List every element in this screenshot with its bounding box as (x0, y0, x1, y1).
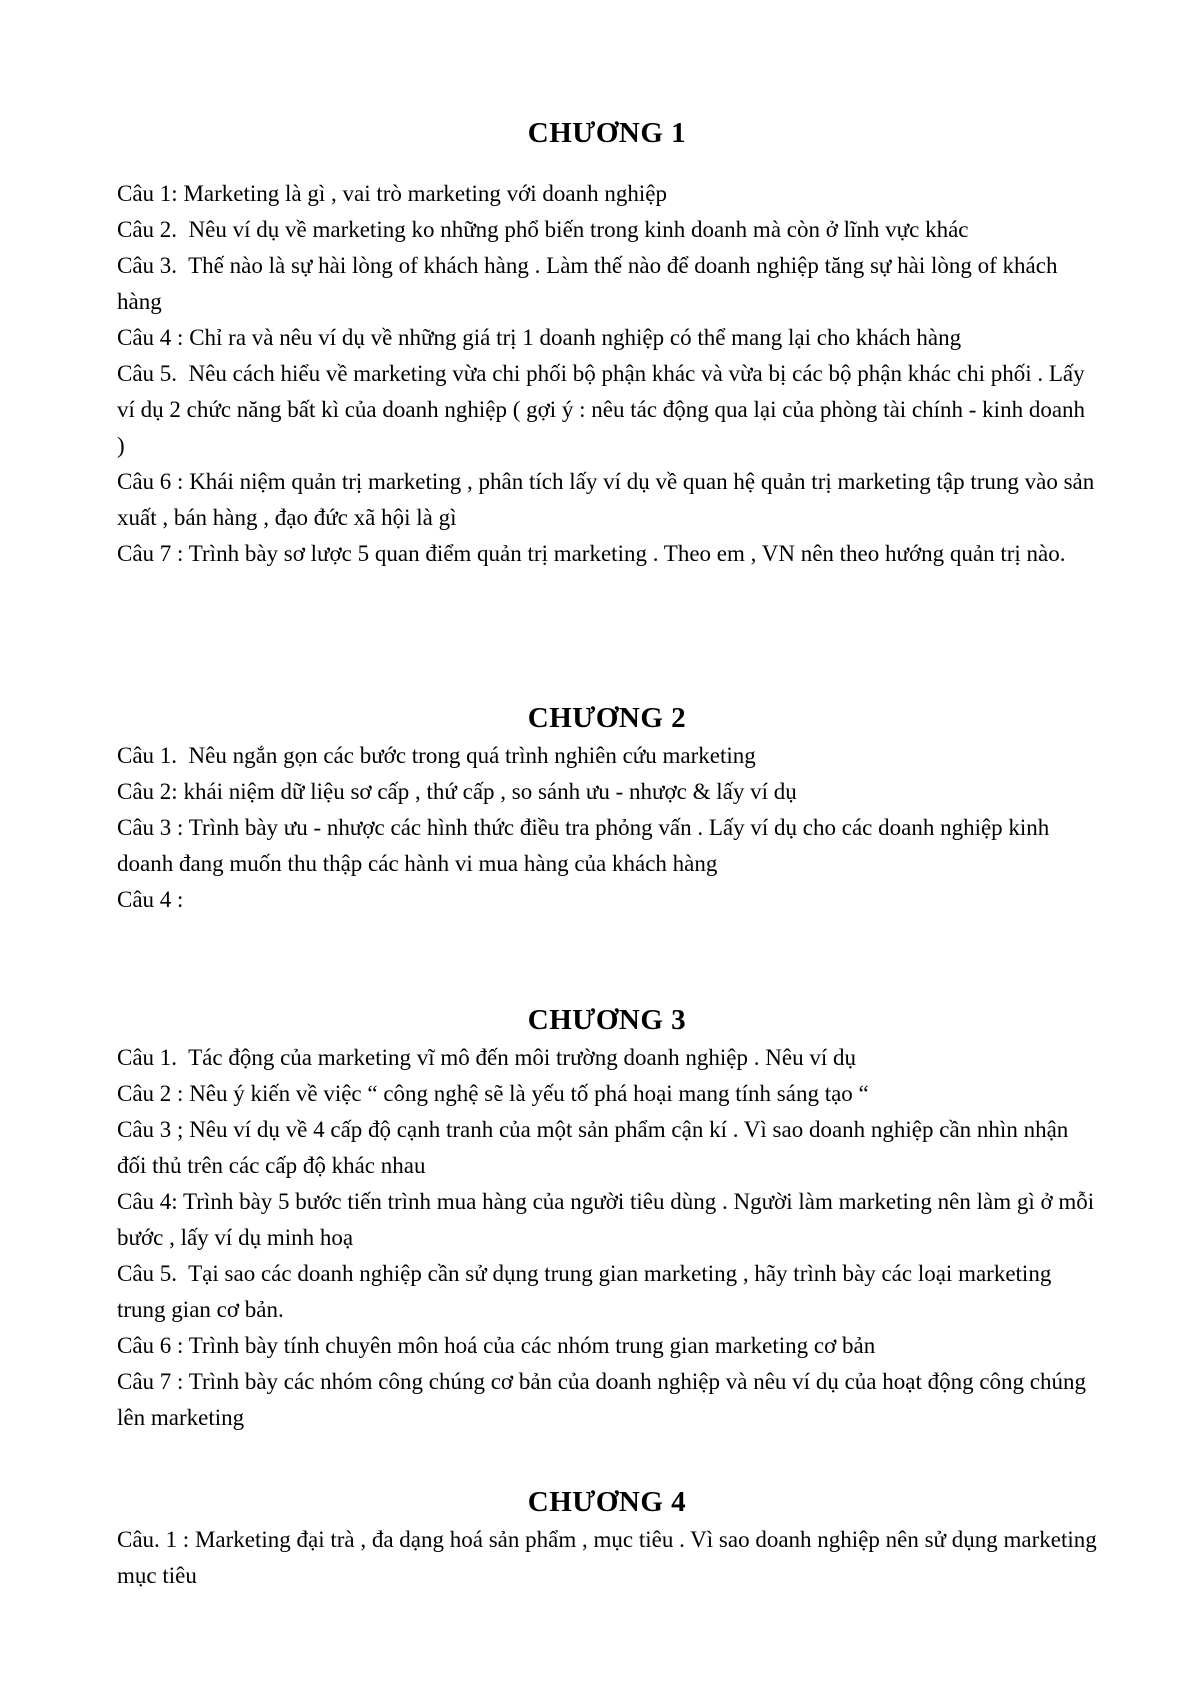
question-item: Câu 2. Nêu ví dụ về marketing ko những phổ biến trong kinh doanh mà còn ở lĩnh vực khác (117, 217, 969, 242)
question-item: Câu 2 : Nêu ý kiến về việc “ công nghệ sẽ là yếu tố phá hoại mang tính sáng tạo “ (117, 1081, 869, 1106)
question-item: Câu 5. Tại sao các doanh nghiệp cần sử dụng trung gian marketing , hãy trình bày các loại marketing trung gian cơ bản. (117, 1261, 1058, 1322)
question-item: Câu 4 : Chỉ ra và nêu ví dụ về những giá trị 1 doanh nghiệp có thể mang lại cho khách hàng (117, 325, 962, 350)
question-item: Câu 5. Nêu cách hiểu về marketing vừa chi phối bộ phận khác và vừa bị các bộ phận khác chi phối . Lấy ví dụ 2 chức năng bất kì của doanh nghiệp ( gợi ý : nêu tác động qua lại của phòng tài chính - kinh doanh ) (117, 361, 1091, 458)
question-item: Câu 1. Nêu ngắn gọn các bước trong quá trình nghiên cứu marketing (117, 743, 756, 768)
question-item: Câu 7 : Trình bày sơ lược 5 quan điểm quản trị marketing . Theo em , VN nên theo hướng quản trị nào. (117, 541, 1066, 566)
question-item: Câu 3 ; Nêu ví dụ về 4 cấp độ cạnh tranh của một sản phẩm cận kí . Vì sao doanh nghiệp cần nhìn nhận đối thủ trên các cấp độ khác nhau (117, 1117, 1075, 1178)
question-item: Câu 2: khái niệm dữ liệu sơ cấp , thứ cấp , so sánh ưu - nhược & lấy ví dụ (117, 779, 797, 804)
question-list (117, 1040, 1100, 1436)
chapter-title: CHƯƠNG 2 (527, 702, 687, 734)
chapter-2-section (117, 700, 1097, 918)
question-item: Câu 4: Trình bày 5 bước tiến trình mua hàng của người tiêu dùng . Người làm marketing nên làm gì ở mỗi bước , lấy ví dụ minh hoạ (117, 1189, 1100, 1250)
question-list (117, 1522, 1103, 1594)
chapter-title: CHƯƠNG 1 (527, 117, 687, 149)
question-item: Câu 1. Tác động của marketing vĩ mô đến môi trường doanh nghiệp . Nêu ví dụ (117, 1045, 856, 1070)
question-item: Câu 6 : Trình bày tính chuyên môn hoá của các nhóm trung gian marketing cơ bản (117, 1333, 876, 1358)
chapter-title: CHƯƠNG 3 (527, 1004, 687, 1036)
question-item: Câu 7 : Trình bày các nhóm công chúng cơ bản của doanh nghiệp và nêu ví dụ của hoạt động công chúng lên marketing (117, 1369, 1092, 1430)
chapter-title: CHƯƠNG 4 (527, 1486, 687, 1518)
question-item: Câu 3. Thế nào là sự hài lòng of khách hàng . Làm thế nào để doanh nghiệp tăng sự hài lòng of khách hàng (117, 253, 1064, 314)
question-list (117, 176, 1101, 572)
question-list (117, 738, 1097, 918)
chapter-4-section (117, 1484, 1103, 1594)
question-item: Câu 4 : (117, 887, 184, 912)
question-item: Câu 1: Marketing là gì , vai trò marketing với doanh nghiệp (117, 181, 667, 206)
question-item: Câu 3 : Trình bày ưu - nhược các hình thức điều tra phỏng vấn . Lấy ví dụ cho các doanh nghiệp kinh doanh đang muốn thu thập các hành vi mua hàng của khách hàng (117, 815, 1056, 876)
chapter-1-section (117, 115, 1101, 572)
question-item: Câu 6 : Khái niệm quản trị marketing , phân tích lấy ví dụ về quan hệ quản trị marketing tập trung vào sản xuất , bán hàng , đạo đức xã hội là gì (117, 469, 1101, 530)
question-item: Câu. 1 : Marketing đại trà , đa dạng hoá sản phẩm , mục tiêu . Vì sao doanh nghiệp nên sử dụng marketing mục tiêu (117, 1527, 1103, 1588)
chapter-3-section (117, 1002, 1100, 1436)
